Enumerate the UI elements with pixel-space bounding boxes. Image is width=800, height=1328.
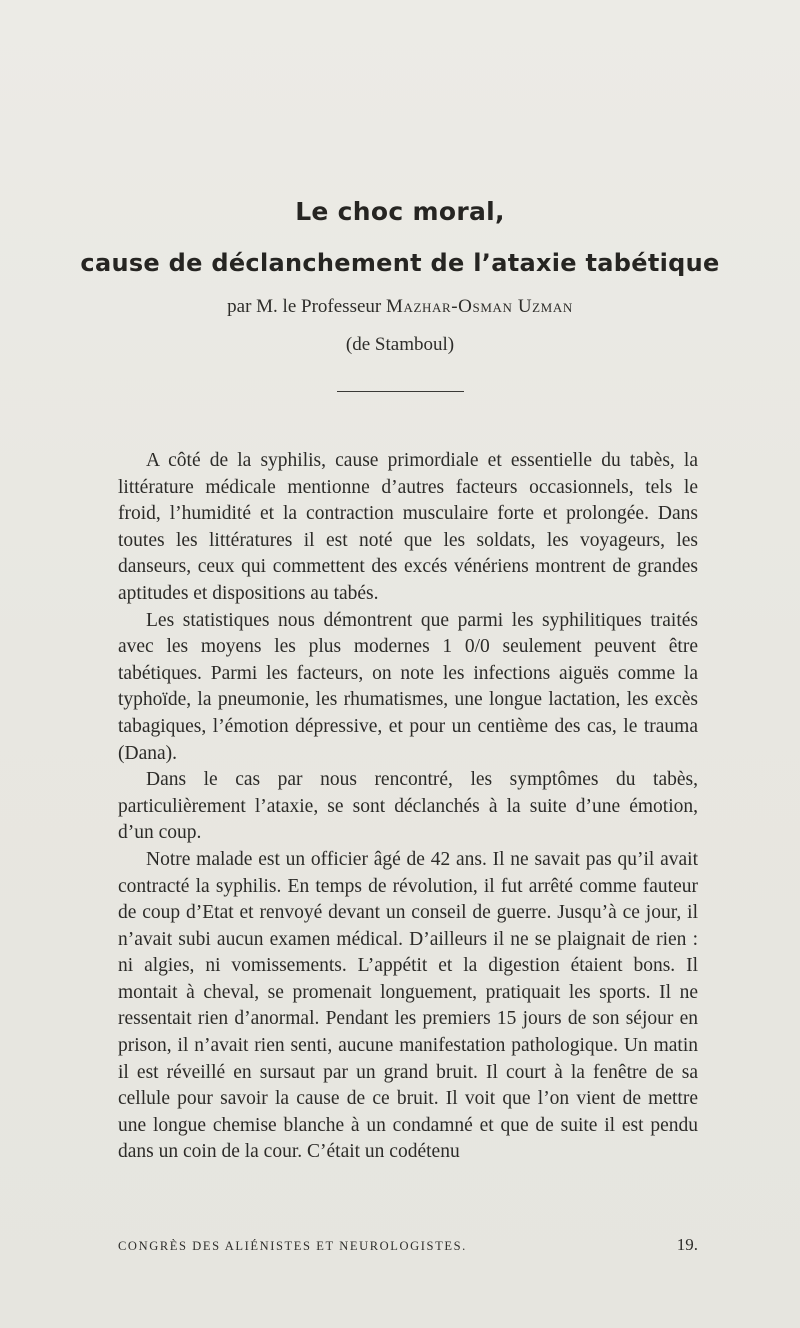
author-origin: (de Stamboul) — [345, 334, 455, 355]
author-prefix: par M. le Professeur — [227, 296, 386, 317]
paragraph: Dans le cas par nous rencontré, les symptômes du tabès, particulièrement l’ataxie, se sont déclanchés à la suite d’une émotion, d’un coup. — [118, 769, 698, 844]
paragraph: A côté de la syphilis, cause primordiale et essentielle du tabès, la littérature médicale mentionne d’autres facteurs occasionnels, tels le froid, l’humidité et la contraction musculaire forte et prolongée. Dans toutes les littératures il est noté que les soldats, les voyageurs, les danseurs, ceux qui commettent des excés vénériens montrent de grandes aptitudes et dispositions au tabés. — [118, 450, 698, 604]
author-name: Mazhar-Osman Uzman — [385, 296, 573, 317]
article-body — [118, 448, 698, 1166]
page-footer — [118, 1235, 698, 1255]
journal-name: CONGRÈS DES ALIÉNISTES ET NEUROLOGISTES. — [118, 1239, 467, 1253]
page-number: 19. — [676, 1235, 698, 1254]
author-line — [0, 296, 800, 318]
paragraph: Les statistiques nous démontrent que parmi les syphilitiques traités avec les moyens les plus modernes 1 0/0 seulement peuvent être tabétiques. Parmi les facteurs, on note les infections aiguës comme la typhoïde, la pneumonie, les rhumatismes, une longue lactation, les excès tabagiques, l’émotion dépressive, et pour un centième des cas, le trauma (Dana). — [118, 609, 698, 764]
paragraph: Notre malade est un officier âgé de 42 ans. Il ne savait pas qu’il avait contracté la syphilis. En temps de révolution, il fut arrêté comme fauteur de coup d’Etat et renvoyé devant un conseil de guerre. Jusqu’à ce jour, il n’avait subi aucun examen médical. D’ailleurs il ne se plaignait de rien : ni algies, ni vomissements. L’appétit et la digestion étaient bons. Il montait à cheval, se promenait longuement, pratiquait les sports. Il ne ressentait rien d’anormal. Pendant les premiers 15 jours de son séjour en prison, il n’avait rien senti, aucune manifestation pathologique. Un matin il est réveillé en sursaut par un grand bruit. Il court à la fenêtre de sa cellule pour savoir la cause de ce bruit. Il voit que l’on vient de mettre une longue chemise blanche à un condamné et que de suite il est pendu dans un coin de la cour. C’était un codétenu — [118, 848, 698, 1163]
article-title: Le choc moral, — [295, 197, 505, 226]
article-subtitle: cause de déclanchement de l’ataxie tabétique — [80, 249, 720, 277]
title-divider — [337, 391, 464, 392]
